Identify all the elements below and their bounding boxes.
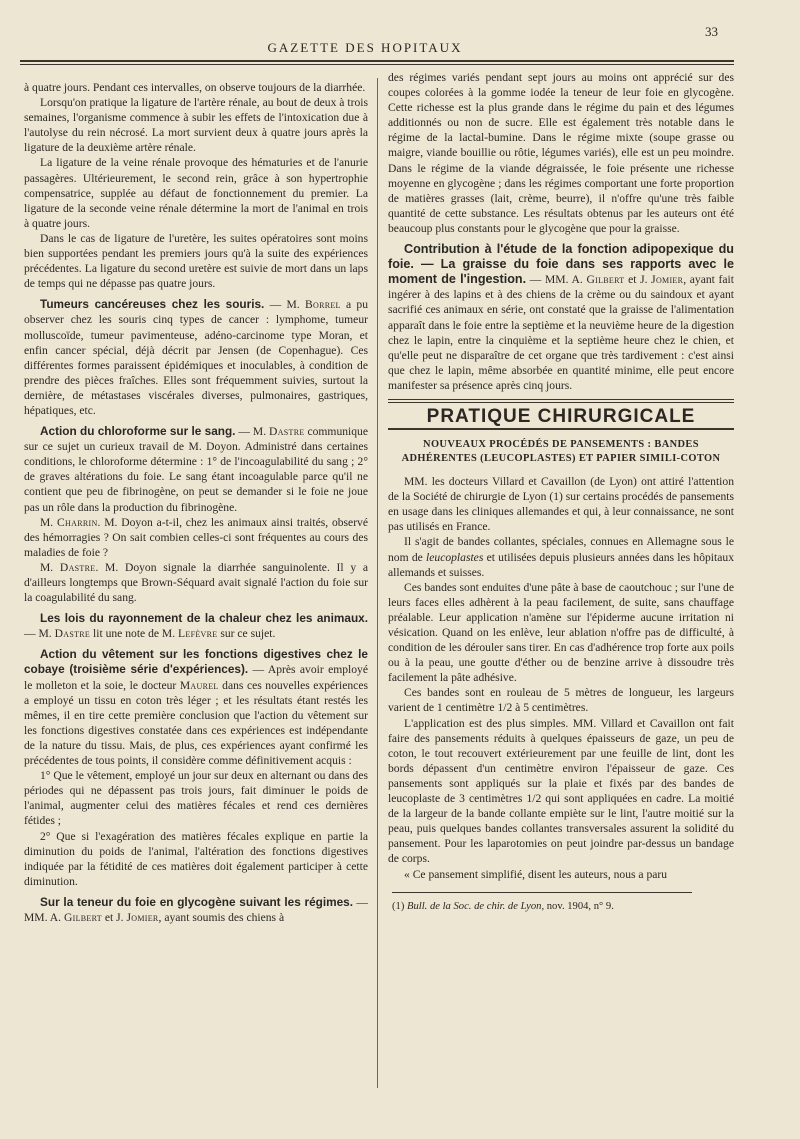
italic-term: leucoplastes [426,550,484,564]
section-heading: Action du vêtement sur les fonctions digestives chez le cobaye (troisième série d'expériences). [24,647,368,677]
header-rule-thin [20,64,734,65]
pratique-chirurgicale-section [388,399,734,914]
section-heading: Action du chloroforme sur le sang. [40,424,236,439]
author-name: Charrin [57,515,98,529]
author-name: Gilbert [586,273,625,287]
paragraph: M. Dastre. M. Doyon signale la diarrhée sanguinolente. Il y a d'ailleurs longtemps que Brown-Séquard avait signalé l'action du foie sur la coagulabilité du sang. [24,560,368,605]
section-adipopexique: Contribution à l'étude de la fonction adipopexique du foie. — La graisse du foie dans ses rapports avec le moment de l'ingestion. — MM. A. Gilbert et J. Jomier, ayant fait ingérer à des lapins et à des chiens de la crème ou du saindoux et ayant sacrifié ces animaux en série, ont constaté que la graisse de l'alimentation apparaît dans le foie entre la septième et la neuvième heure de la digestion chez le lapin, entre la cinquième et la septième heure chez le chien, et qu'elle peut ne disparaître de cet organe que très tardivement : c'est ainsi que chez le lapin, même absorbée en quantité minime, elle peut encore manifester sa présence après cinq jours. [388,242,734,392]
section-rayonnement: Les lois du rayonnement de la chaleur chez les animaux. — M. Dastre lit une note de M. Lefèvre sur ce sujet. [24,611,368,641]
section-rule [388,402,734,403]
section-rule [388,399,734,400]
footnote: (1) Bull. de la Soc. de chir. de Lyon, nov. 1904, n° 9. [392,900,614,912]
author-name: Maurel [179,678,219,692]
author-name: Dastre [54,627,91,641]
author-name: Jomier [651,273,684,287]
section-vetement: Action du vêtement sur les fonctions digestives chez le cobaye (troisième série d'expériences). — Après avoir employé le molleton et la soie, le docteur Maurel dans ces nouvelles expériences a employé un tissu en coton très léger ; et les résultats étant restés les mêmes, il en tire cette première conclusion que l'action du vêtement sur les fonctions digestives constatée dans ces expériences est indépendante de la nature du tissu. Mais, de plus, ces expériences ayant confirmé les précédentes de tous points, il considère comme définitivement acquis : [24,647,368,768]
section-rule [388,428,734,430]
running-head-title: GAZETTE DES HOPITAUX [267,40,463,55]
author-name: Gilbert [63,910,102,924]
paragraph: Il s'agit de bandes collantes, spéciales, connues en Allemagne sous le nom de leucoplastes et utilisées depuis plusieurs années dans les hôpitaux allemands et suisses. [388,535,734,579]
section-heading: Tumeurs cancéreuses chez les souris. [40,297,265,312]
paragraph: M. Charrin. M. Doyon a-t-il, chez les animaux ainsi traités, observé des hémorragies ? On sait combien celles-ci sont fréquentes au cours des maladies de foie ? [24,515,368,559]
left-column [24,80,368,925]
page-number: 33 [705,24,718,39]
section-glycogene: Sur la teneur du foie en glycogène suivant les régimes. — MM. A. Gilbert et J. Jomier, ayant soumis des chiens à [24,894,368,924]
section-heading: Sur la teneur du foie en glycogène suivant les régimes. [40,894,354,909]
column-divider [377,78,378,1088]
author-name: Jomier [126,910,159,924]
section-title: PRATIQUE CHIRURGICALE [426,405,696,427]
author-name: Dastre [269,425,305,439]
list-item: 1° Que le vêtement, employé un jour sur deux en alternant ou dans des périodes qui ne dépassent pas trois jours, fait diminuer le poids de l'animal, augmenter celui des matières fécales et rend ces dernières fétides ; [24,769,368,828]
paragraph: « Ce pansement simplifié, disent les auteurs, nous a paru [404,867,668,881]
footnote-rule [392,892,692,893]
author-name: Lefèvre [178,627,218,641]
paragraph: MM. les docteurs Villard et Cavaillon (de Lyon) ont attiré l'attention de la Société de chirurgie de Lyon (1) sur certains procédés de pansements en usage dans les cliniques allemandes et qui, à leur connaissance, ne sont pas utilisés en France. [388,475,734,534]
paragraph: des régimes variés pendant sept jours au moins ont apprécié sur des coupes colorées à la gomme iodée la teneur de leur foie en glycogène. Cette richesse est la plus grande dans le régime du pain et des légumes additionnés ou non de sucre. Elle est également très notable dans le régime de la lactal-bumine. Dans le régime mixte (soupe grasse ou maigre, viande bouillie ou rôtie, légumes variés), elle est un peu moindre. Dans le régime de la viande dégraissée, le foie présente une richesse moyenne en glycogène ; dans les régimes comportant une forte proportion de matières grasses (lait, crème, beurre), il n'offre qu'une très faible quantité de cette substance. Les résultats obtenus par les auteurs ont été beaucoup plus constants pour le glycogène que pour la graisse. [388,71,734,235]
list-item: 2° Que si l'exagération des matières fécales explique en partie la diminution du poids de l'animal, l'altération des fonctions digestives indiquée par la fétidité de ces matières doit également participer à cette diminution. [24,829,368,888]
author-name: Borrel [304,298,341,312]
section-chloroforme: Action du chloroforme sur le sang. — M. Dastre communique sur ce sujet un curieux travail de M. Doyon. Administré dans certaines conditions, le chloroforme détermine : 1° de l'incoagulabilité du sang ; 2° de graves altérations du foie. Le sang étant incoagulable parce qu'il ne contient que peu de fibrinogène, on peut se demander si le foie ne joue pas un rôle dans la production du fibrinogène. [24,424,369,514]
paragraph: Lorsqu'on pratique la ligature de l'artère rénale, au bout de deux à trois semaines, l'organisme commence à subir les effets de l'intoxication due à l'autolyse du rein nécrosé. La mort survient deux à quatre jours après la ligature de la deuxième artère rénale. [24,96,368,155]
article-subtitle: NOUVEAUX PROCÉDÉS DE PANSEMENTS : BANDES ADHÉRENTES (LEUCOPLASTES) ET PAPIER SIMILI-COTON [401,439,721,465]
paragraph: La ligature de la veine rénale provoque des hématuries et de l'anurie passagères. Ultérieurement, le second rein, grâce à son hypertrophie compensatrice, supplée au défaut de fonctionnement du premier. La ligature de la seconde veine rénale détermine la mort de l'animal en trois à quatre jours. [24,156,368,230]
paragraph: Ces bandes sont en rouleau de 5 mètres de longueur, les largeurs varient de 1 centimètre 1/2 à 5 centimètres. [388,686,734,715]
paragraph: Dans le cas de ligature de l'uretère, les suites opératoires sont moins bien supportées pendant les premiers jours qu'à la suite des expériences précédentes. La ligature du second uretère est suivie de mort dans un laps de temps qui ne dépasse pas quatre jours. [24,231,368,291]
paragraph: à quatre jours. Pendant ces intervalles, on observe toujours de la diarrhée. [24,81,366,94]
section-tumeurs: Tumeurs cancéreuses chez les souris. — M. Borrel a pu observer chez les souris cinq types de cancer : lymphome, tumeur molluscoïde, tumeur pavimenteuse, adéno-carcinome type Moran, et enfin cancer spécial, déjà décrit par Jensen (de Copenhague). Ces différentes formes paraissent épidémiques et inoculables, à condition de prendre des pièces fraîches. Elles sont fréquemment suivies, surtout la dernière, de métastases viscérales diverses, pulmonaires, gastriques, hépatiques, etc. [24,297,368,417]
section-heading: Contribution à l'étude de la fonction adipopexique du foie. — La graisse du foie dans ses rapports avec le moment de l'ingestion. [388,242,734,287]
author-name: Dastre [59,560,96,574]
paragraph: Ces bandes sont enduites d'une pâte à base de caoutchouc ; sur l'une de leurs faces elles adhèrent à la peau facilement, de suite, sans chauffage préalable. Leur application n'amène sur l'épiderme aucune irritation ni vésication. Quand on les enlève, leur ablation n'offre pas de difficulté, à condition de les dérouler sans tirer. En cas d'adhérence trop forte aux poils ou à la peau, une goutte d'éther ou de benzine arrive à dissoudre très facilement la pâte adhésive. [388,580,734,685]
header-rule [20,60,734,62]
section-heading: Les lois du rayonnement de la chaleur chez les animaux. [40,611,368,626]
right-column [388,70,734,914]
paragraph: L'application est des plus simples. MM. Villard et Cavaillon ont fait faire des pansements réduits à quelques épaisseurs de gaze, un peu de coton, le tout recouvert extérieurement par une feuille de lint, dont les bords dépassent d'un centimètre environ l'épaisseur de gaze. Ces pansements sont appliqués sur la plaie et fixés par des bandes de leucoplaste de 3 centimètres 1/2 qui sont appliquées en cadre. La moitié de la largeur de la bande collante empiète sur le lint, l'autre moitié sur la peau, puis quelques bandes collantes transversales assurent la solidité du pansement. Pour les laparotomies on peut joindre par-dessus un bandage de corps. [388,716,734,866]
